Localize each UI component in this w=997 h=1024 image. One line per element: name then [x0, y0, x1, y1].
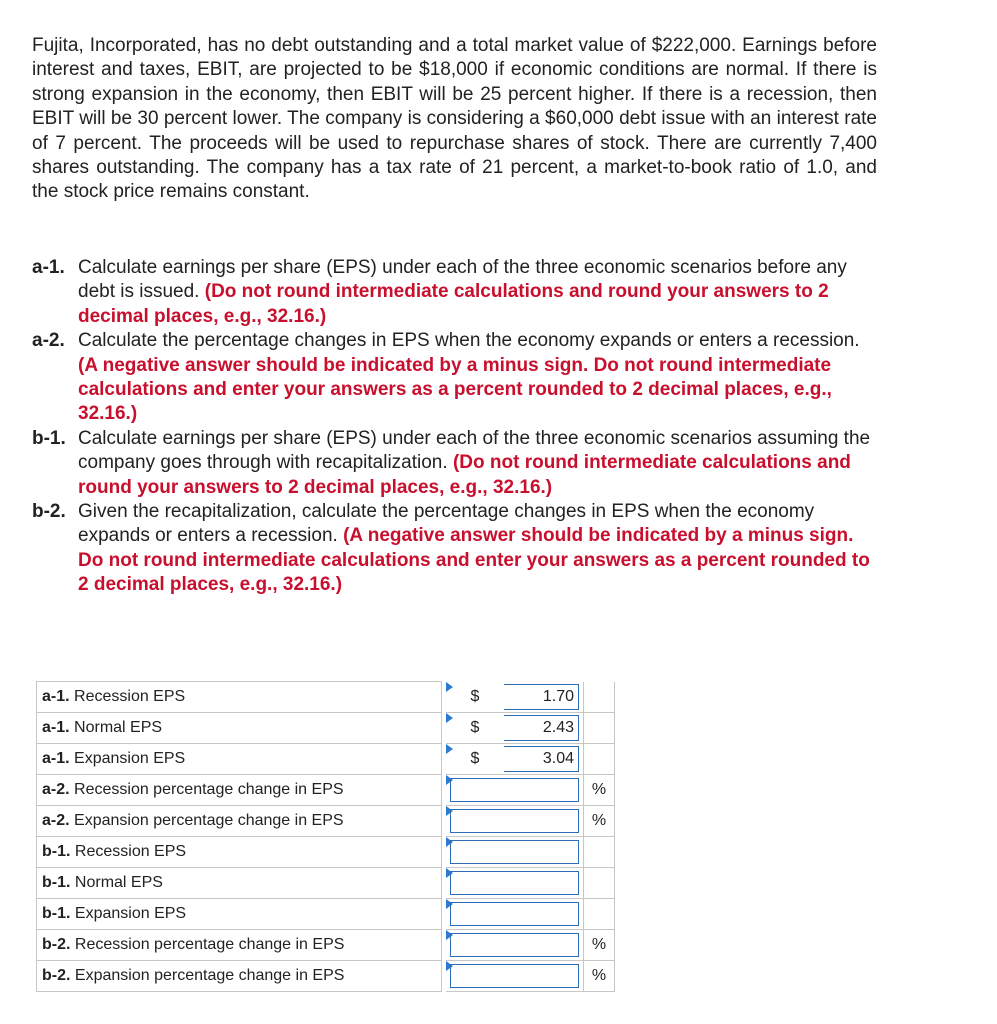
question-label: b-1. [32, 427, 66, 449]
answer-row-label [37, 868, 442, 899]
question-b1 [32, 427, 877, 500]
currency-symbol: $ [470, 687, 480, 705]
part-label: b-2. [42, 936, 71, 953]
part-label: b-1. [42, 843, 71, 860]
answer-table [36, 681, 615, 992]
currency-symbol: $ [470, 750, 480, 767]
answer-input-cell [446, 899, 584, 930]
answer-input-cell [446, 682, 584, 713]
question-text: Calculate the percentage changes in EPS when the economy expands or enters a recession. [78, 330, 860, 352]
answer-row [37, 899, 615, 930]
part-label: a-1. [42, 688, 70, 705]
answer-input[interactable] [450, 964, 579, 988]
answer-row [37, 930, 615, 961]
answer-input[interactable] [450, 685, 579, 710]
unit-cell [584, 868, 615, 899]
answer-input[interactable] [450, 871, 579, 895]
answer-value: 3.04 [504, 746, 579, 772]
answer-input-cell [446, 837, 584, 868]
answer-row [37, 961, 615, 992]
part-label: b-1. [42, 874, 71, 891]
part-label: a-2. [42, 812, 70, 829]
answer-row-label [37, 713, 442, 744]
row-label-text: Recession percentage change in EPS [74, 936, 345, 953]
part-label: a-1. [42, 750, 70, 767]
row-label-text: Normal EPS [74, 719, 163, 736]
answer-row-label [37, 744, 442, 775]
part-label: a-2. [42, 781, 70, 798]
unit-cell [584, 775, 615, 806]
question-label: b-2. [32, 501, 66, 523]
answer-input[interactable] [450, 747, 579, 771]
row-label-text: Expansion EPS [74, 750, 186, 767]
question-instruction: (Do not round intermediate calculations and round your answers to 2 decimal places, e.g., 32.16.) [78, 281, 829, 327]
answer-input-cell [446, 775, 584, 806]
answer-row [37, 775, 615, 806]
answer-row-label [37, 806, 442, 837]
question-text: Calculate earnings per share (EPS) under each of the three economic scenarios before any debt is issued. [78, 257, 847, 303]
answer-value: 1.70 [504, 684, 579, 711]
row-label-text: Recession EPS [74, 843, 187, 860]
answer-input[interactable] [450, 902, 579, 926]
question-text: Given the recapitalization, calculate the percentage changes in EPS when the economy expands or enters a recession. [78, 501, 815, 547]
answer-row-label [37, 899, 442, 930]
percent-unit: % [591, 812, 607, 829]
question-a1 [32, 256, 877, 329]
answer-input[interactable] [450, 933, 579, 957]
answer-row-label [37, 682, 442, 713]
unit-cell [584, 806, 615, 837]
part-label: b-2. [42, 967, 71, 984]
answer-input[interactable] [450, 809, 579, 833]
answer-value: 2.43 [504, 715, 579, 741]
answer-input-cell [446, 930, 584, 961]
row-label-text: Expansion percentage change in EPS [74, 812, 344, 829]
question-label: a-2. [32, 330, 65, 352]
percent-unit: % [591, 936, 607, 953]
unit-cell [584, 744, 615, 775]
answer-input-cell [446, 806, 584, 837]
question-a2 [32, 329, 877, 427]
unit-cell [584, 899, 615, 930]
answer-input-cell [446, 961, 584, 992]
unit-cell [584, 837, 615, 868]
row-label-text: Expansion percentage change in EPS [74, 967, 345, 984]
row-label-text: Recession EPS [74, 688, 186, 705]
question-label: a-1. [32, 257, 65, 278]
answer-row [37, 868, 615, 899]
question-instruction: (Do not round intermediate calculations and round your answers to 2 decimal places, e.g., 32.16.) [78, 452, 851, 498]
problem-statement: Fujita, Incorporated, has no debt outstanding and a total market value of $222,000. Earnings before interest and taxes, EBIT, are projected to be $18,000 if economic conditions are normal. If there is strong expansion in the economy, then EBIT will be 25 percent higher. If there is a recession, then EBIT will be 30 percent lower. The company is considering a $60,000 debt issue with an interest rate of 7 percent. The proceeds will be used to repurchase shares of stock. There are currently 7,400 shares outstanding. The company has a tax rate of 21 percent, a market-to-book ratio of 1.0, and the stock price remains constant. [32, 35, 877, 203]
unit-cell [584, 930, 615, 961]
unit-cell [584, 961, 615, 992]
row-label-text: Normal EPS [74, 874, 163, 891]
answer-row-label [37, 930, 442, 961]
answer-input-cell [446, 713, 584, 744]
question-list [32, 256, 877, 598]
unit-cell [584, 713, 615, 744]
answer-row [37, 806, 615, 837]
unit-cell [584, 682, 615, 713]
answer-row-label [37, 775, 442, 806]
answer-row-label [37, 837, 442, 868]
answer-row-label [37, 961, 442, 992]
answer-input[interactable] [450, 716, 579, 740]
answer-row [37, 682, 615, 713]
answer-row [37, 837, 615, 868]
answer-input[interactable] [450, 840, 579, 864]
answer-input-cell [446, 744, 584, 775]
answer-row [37, 744, 615, 775]
question-b2 [32, 500, 877, 598]
answer-input-cell [446, 868, 584, 899]
question-instruction: (A negative answer should be indicated by a minus sign. Do not round intermediate calculations and enter your answers as a percent rounded to 2 decimal places, e.g., 32.16.) [78, 354, 832, 425]
row-label-text: Recession percentage change in EPS [74, 781, 344, 798]
part-label: a-1. [42, 719, 70, 736]
question-instruction: (A negative answer should be indicated by a minus sign. Do not round intermediate calculations and enter your answers as a percent rounded to 2 decimal places, e.g., 32.16.) [78, 525, 870, 596]
answer-input[interactable] [450, 778, 579, 802]
percent-unit: % [591, 781, 607, 798]
row-label-text: Expansion EPS [74, 905, 187, 922]
part-label: b-1. [42, 905, 71, 922]
currency-symbol: $ [470, 719, 480, 736]
percent-unit: % [591, 967, 607, 984]
question-text: Calculate earnings per share (EPS) under each of the three economic scenarios assuming the company goes through with recapitalization. [78, 427, 871, 474]
answer-row [37, 713, 615, 744]
